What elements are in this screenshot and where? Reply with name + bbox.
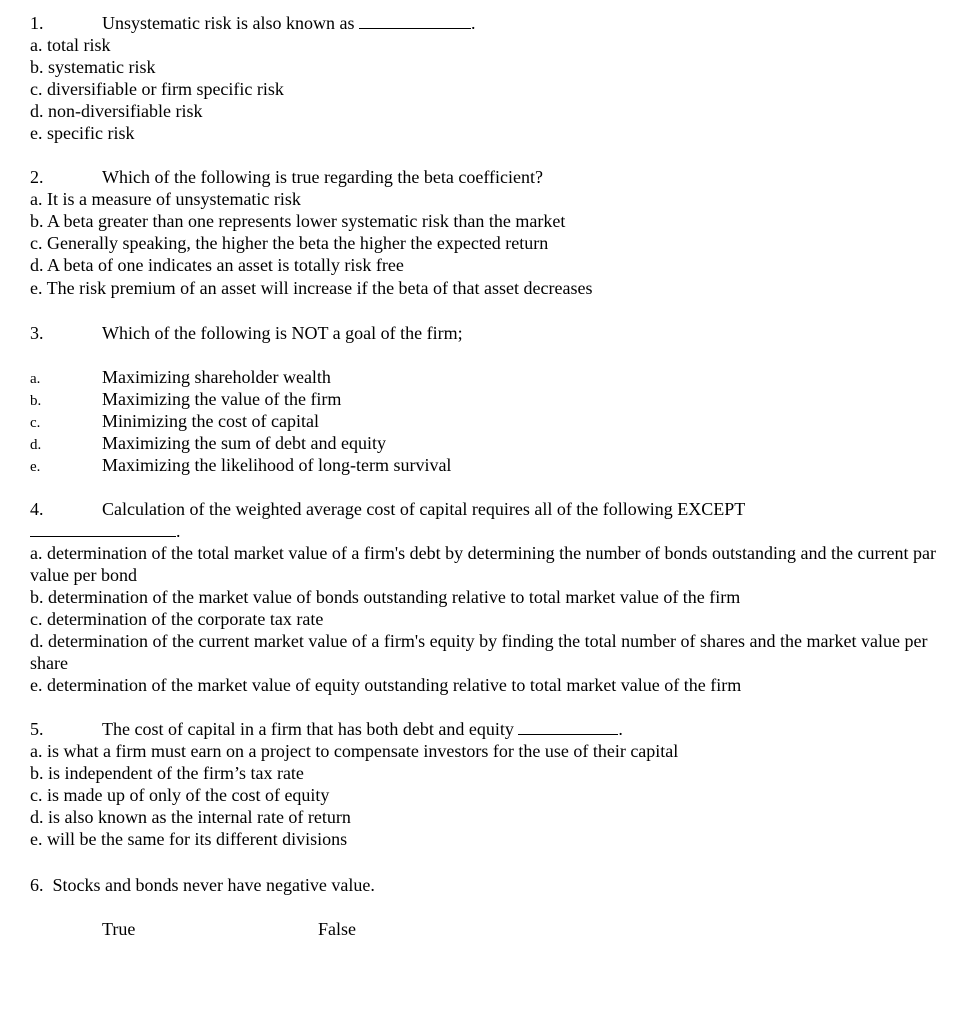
answer-option [30,432,960,454]
answer-option: d. non-diversifiable risk [30,101,203,121]
answer-option [30,410,960,432]
question-text: Which of the following is NOT a goal of the firm; [102,323,463,343]
question-4 [30,498,960,696]
answer-option: b. systematic risk [30,57,156,77]
question-number: 3. [30,323,44,343]
question-number: 1. [30,13,44,33]
answer-blank [30,522,176,537]
option-letter: c. [30,415,41,431]
option-text: Maximizing the sum of debt and equity [102,433,386,453]
question-number: 6. [30,875,44,895]
quiz-document [30,12,960,940]
answer-option: a. It is a measure of unsystematic risk [30,189,301,209]
answer-option: c. Generally speaking, the higher the beta the higher the expected return [30,233,549,253]
option-letter: a. [30,371,41,387]
answer-option: d. A beta of one indicates an asset is totally risk free [30,255,404,275]
question-stem [30,322,960,344]
answer-option: b. is independent of the firm’s tax rate [30,763,304,783]
question-number: 2. [30,167,44,187]
blank-period: . [176,521,181,541]
question-5 [30,718,960,850]
answer-option: a. is what a firm must earn on a project to compensate investors for the use of their capital [30,741,679,761]
option-letter: d. [30,437,42,453]
option-text: Minimizing the cost of capital [102,411,319,431]
question-text: The cost of capital in a firm that has both debt and equity [102,719,514,739]
answer-option: c. is made up of only of the cost of equity [30,785,330,805]
option-letter: b. [30,393,42,409]
question-6 [30,874,960,940]
blank-period: . [470,13,476,33]
question-stem [30,874,960,896]
question-number: 5. [30,719,44,739]
option-text: Maximizing shareholder wealth [102,367,331,387]
blank-period: . [618,719,623,739]
answer-option: c. diversifiable or firm specific risk [30,79,284,99]
question-1 [30,12,960,144]
answer-option [30,454,960,476]
answer-option: c. determination of the corporate tax rate [30,609,324,629]
question-2 [30,166,960,300]
question-number: 4. [30,499,44,519]
answer-option: e. determination of the market value of equity outstanding relative to total market value of the firm [30,675,742,695]
option-letter: e. [30,459,41,475]
option-text: Maximizing the likelihood of long-term survival [102,455,452,475]
question-stem [30,498,960,520]
option-text: Maximizing the value of the firm [102,389,342,409]
answer-option: e. specific risk [30,123,135,143]
option-false: False [318,919,356,939]
option-true: True [102,919,136,939]
answer-option: d. is also known as the internal rate of return [30,807,351,827]
answer-option: b. determination of the market value of bonds outstanding relative to total market value of the firm [30,587,741,607]
answer-blank-line [30,520,960,542]
answer-option: a. determination of the total market value of a firm's debt by determining the number of bonds outstanding and the current par value per bond [30,543,936,585]
answer-option: e. The risk premium of an asset will increase if the beta of that asset decreases [30,278,593,298]
answer-option [30,388,960,410]
question-stem [30,12,960,34]
true-false-options [30,918,960,940]
question-stem [30,166,960,188]
answer-blank [518,720,618,735]
question-stem [30,718,960,740]
question-3 [30,322,960,476]
question-text: Which of the following is true regarding the beta coefficient? [102,167,543,187]
answer-blank [359,14,471,29]
question-text: Stocks and bonds never have negative value. [52,875,375,895]
question-text: Calculation of the weighted average cost of capital requires all of the following EXCEPT [102,499,746,519]
answer-option: a. total risk [30,35,111,55]
answer-option [30,366,960,388]
answer-option: d. determination of the current market value of a firm's equity by finding the total number of shares and the market value per share [30,631,928,673]
answer-option: b. A beta greater than one represents lower systematic risk than the market [30,211,566,231]
question-text: Unsystematic risk is also known as [102,13,355,33]
answer-option: e. will be the same for its different divisions [30,829,348,849]
